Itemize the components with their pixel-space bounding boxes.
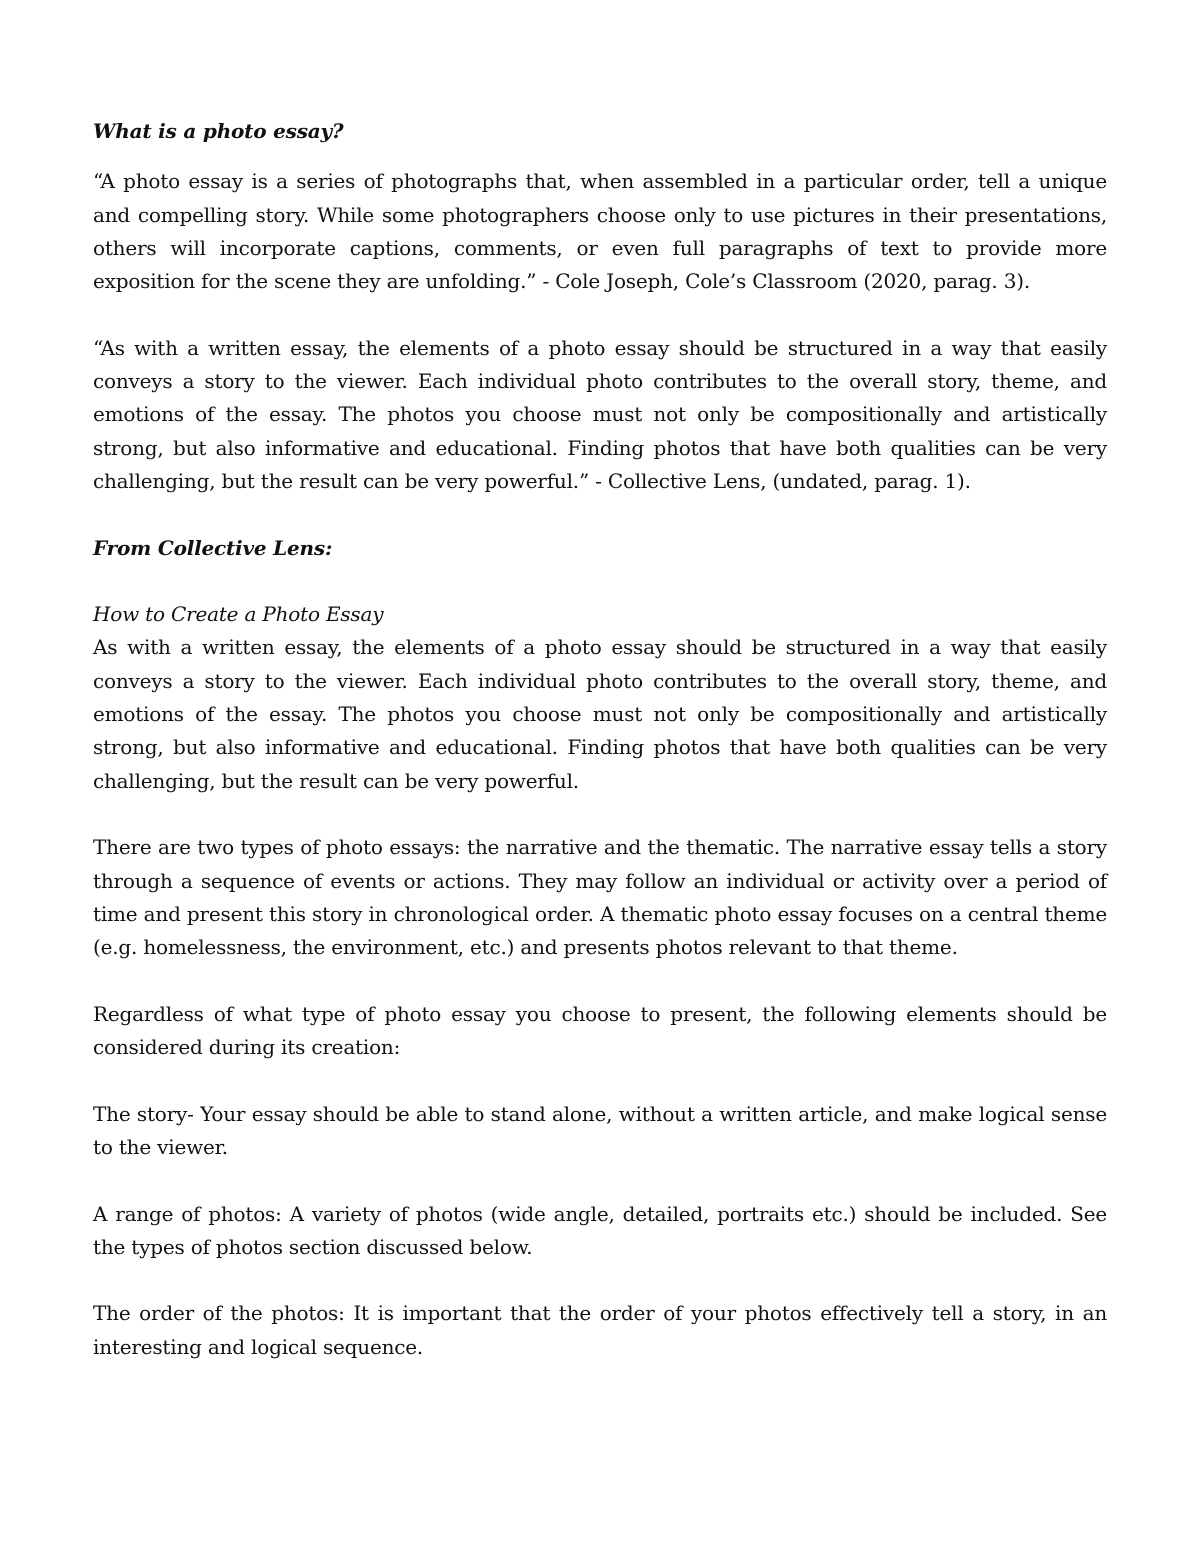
quote-collective-lens: “As with a written essay, the elements of a photo essay should be structured in a way that easily conveys a story to the viewer. Each individual photo contributes to the overall story, theme, and emotions of the essay. The photos you choose must not only be compositionally and artistically strong, but also informative and educational. Finding photos that have both qualities can be very challenging, but the result can be very powerful.” - Collective Lens, (undated, parag. 1).	[93, 335, 1107, 493]
paragraph-order-of-photos: The order of the photos: It is important that the order of your photos effectively tell a story, in an interesting and logical sequence.	[93, 1301, 1107, 1359]
spacer	[93, 1164, 1107, 1197]
subheading-how-to-create: How to Create a Photo Essay	[93, 602, 384, 627]
spacer	[93, 798, 1107, 831]
paragraph-elements: As with a written essay, the elements of a photo essay should be structured in a way that easily conveys a story to the viewer. Each individual photo contributes to the overall story, theme, and emotions of the essay. The photos you choose must not only be compositionally and artistically strong, but also informative and educational. Finding photos that have both qualities can be very challenging, but the result can be very powerful.	[93, 635, 1107, 793]
heading-what-is-photo-essay: What is a photo essay?	[93, 119, 344, 143]
paragraph-the-story: The story- Your essay should be able to stand alone, without a written article, and make logical sense to the viewer.	[93, 1101, 1107, 1159]
spacer	[93, 498, 1107, 531]
paragraph-types: There are two types of photo essays: the narrative and the thematic. The narrative essay tells a story through a sequence of events or actions. They may follow an individual or activity over a period of time and present this story in chronological order. A thematic photo essay focuses on a central theme (e.g. homelessness, the environment, etc.) and presents photos relevant to that theme.	[93, 835, 1107, 960]
document-page	[93, 115, 1107, 1364]
paragraph-range-of-photos: A range of photos: A variety of photos (wide angle, detailed, portraits etc.) should be included. See the types of photos section discussed below.	[93, 1201, 1107, 1259]
spacer	[93, 298, 1107, 331]
spacer	[93, 1064, 1107, 1097]
spacer	[93, 964, 1107, 997]
heading-from-collective-lens: From Collective Lens:	[93, 535, 333, 560]
quote-cole-joseph: “A photo essay is a series of photographs that, when assembled in a particular order, tell a unique and compelling story. While some photographers choose only to use pictures in their presentations, others will incorporate captions, comments, or even full paragraphs of text to provide more exposition for the scene they are unfolding.” - Cole Joseph, Cole’s Classroom (2020, parag. 3).	[93, 169, 1107, 294]
spacer	[93, 148, 1107, 165]
paragraph-regardless: Regardless of what type of photo essay you choose to present, the following elements should be considered during its creation:	[93, 1001, 1107, 1060]
spacer	[93, 1264, 1107, 1297]
spacer	[93, 565, 1107, 598]
